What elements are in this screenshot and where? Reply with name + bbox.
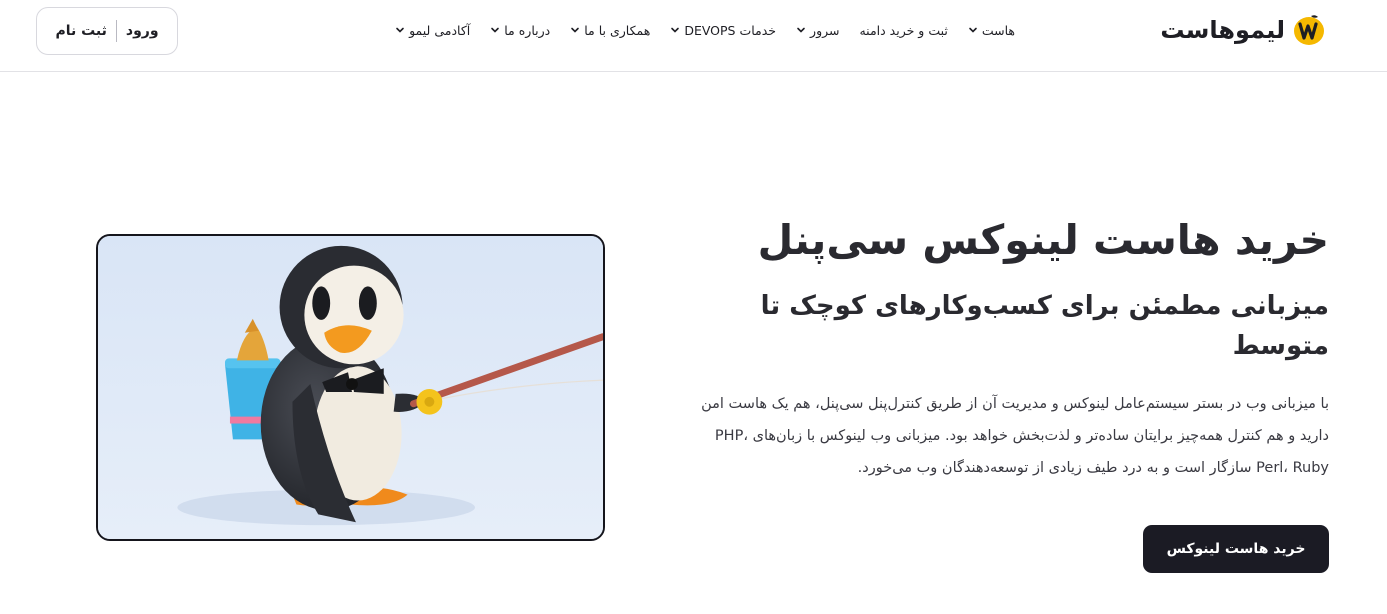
nav-label: همکاری با ما (584, 22, 651, 38)
hero-image (96, 234, 605, 541)
linux-penguin-fishing-illustration (98, 236, 603, 539)
auth-divider (116, 20, 117, 42)
hero-subtitle: میزبانی مطمئن برای کسب‌وکارهای کوچک تا متوسط (760, 291, 1329, 361)
chevron-down-icon (968, 25, 978, 35)
hero-description: با میزبانی وب در بستر سیستم‌عامل لینوکس و مدیریت آن از طریق کنترل‌پنل سی‌پنل، هم یک هاست امن دارید و هم کنترل همه‌چیز برایتان ساده‌تر و لذت‌بخش خواهد بود. میزبانی وب لینوکس با زبان‌های PHP، Perl، Ruby سازگار است و به درد طیف زیادی از توسعه‌دهندگان وب می‌خورد. (701, 396, 1329, 476)
nav-item-server[interactable] (796, 23, 839, 38)
nav-label: خدمات DEVOPS (684, 22, 777, 38)
hero-text (689, 210, 1329, 484)
chevron-down-icon (395, 25, 405, 35)
nav-item-about[interactable] (490, 23, 550, 38)
auth-box (36, 7, 178, 55)
nav-label: آکادمی لیمو (409, 22, 471, 38)
login-link[interactable]: ورود (125, 23, 159, 39)
nav-label: هاست (981, 22, 1015, 38)
nav-label: سرور (810, 22, 840, 38)
main-nav (395, 18, 1015, 42)
nav-label: ثبت و خرید دامنه (859, 22, 948, 38)
hero-title: خرید هاست لینوکس سی‌پنل (757, 216, 1329, 264)
buy-linux-host-button[interactable]: خرید هاست لینوکس (1143, 525, 1329, 573)
nav-item-devops[interactable] (670, 23, 776, 38)
nav-label: درباره ما (504, 22, 551, 38)
lemon-logo-icon (1291, 12, 1327, 48)
register-link[interactable]: ثبت نام (55, 23, 107, 39)
nav-item-cooperation[interactable] (570, 23, 650, 38)
logo-text: لیموهاست (1160, 16, 1285, 44)
nav-item-domain[interactable] (859, 23, 947, 38)
logo[interactable] (1160, 12, 1327, 48)
site-header (0, 0, 1387, 72)
chevron-down-icon (490, 25, 500, 35)
chevron-down-icon (570, 25, 580, 35)
nav-item-host[interactable] (968, 23, 1015, 38)
chevron-down-icon (670, 25, 680, 35)
nav-item-academy[interactable] (395, 23, 470, 38)
chevron-down-icon (796, 25, 806, 35)
